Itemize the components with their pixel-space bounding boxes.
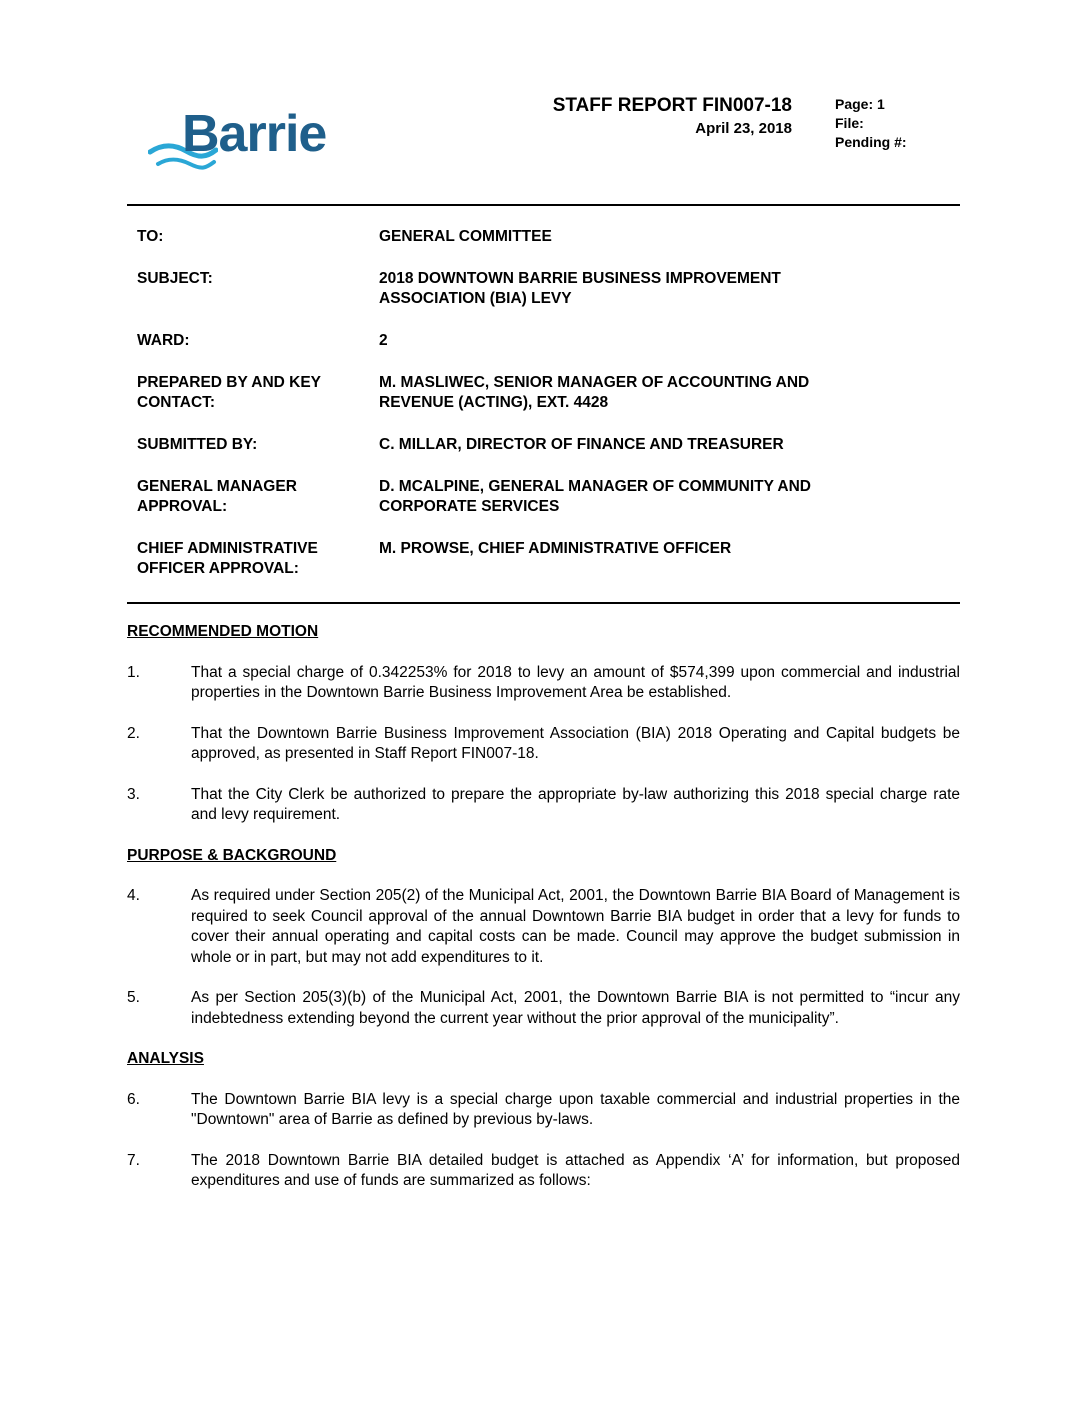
field-label: SUBJECT:	[137, 270, 213, 287]
list-item	[127, 724, 960, 765]
list-item	[127, 663, 960, 704]
report-date: April 23, 2018	[695, 120, 792, 137]
item-number: 5.	[127, 989, 140, 1006]
item-text: The 2018 Downtown Barrie BIA detailed budget is attached as Appendix ‘A’ for information, but proposed expenditures and use of funds are summarized as follows:	[191, 1151, 960, 1189]
field-label: TO:	[137, 228, 164, 245]
field-label: SUBMITTED BY:	[137, 436, 258, 453]
item-number: 1.	[127, 663, 140, 681]
field-subject	[137, 269, 957, 309]
logo-wordmark: Barrie	[182, 105, 327, 163]
list-item	[127, 1090, 960, 1131]
field-ward	[137, 331, 957, 351]
report-body	[127, 622, 960, 1212]
report-title-block	[553, 95, 792, 139]
item-text: That a special charge of 0.342253% for 2018 to levy an amount of $574,399 upon commercial and industrial properties in the Downtown Barrie Business Improvement Area be established.	[191, 663, 960, 701]
meta-page: Page: 1	[835, 96, 885, 112]
field-submitted-by	[137, 435, 957, 455]
field-value: 2	[379, 332, 388, 349]
meta-file: File:	[835, 115, 864, 131]
field-value: C. MILLAR, DIRECTOR OF FINANCE AND TREASURER	[379, 436, 784, 453]
item-text: As required under Section 205(2) of the Municipal Act, 2001, the Downtown Barrie BIA Board of Management is required to seek Council approval of the annual Downtown Barrie BIA budget in order that a levy for funds to cover their annual operating and capital costs can be made. Council may approve the budget submission in whole or in part, but may not add expenditures to it.	[191, 887, 960, 966]
section-heading-recommended-motion: RECOMMENDED MOTION	[127, 623, 319, 640]
field-prepared-by	[137, 373, 957, 413]
field-to	[137, 227, 957, 247]
barrie-logo	[148, 104, 348, 184]
item-number: 7.	[127, 1151, 140, 1169]
field-value: GENERAL COMMITTEE	[379, 228, 552, 245]
field-label: PREPARED BY AND KEY CONTACT:	[137, 374, 321, 411]
field-value: M. MASLIWEC, SENIOR MANAGER OF ACCOUNTING AND REVENUE (ACTING), EXT. 4428	[379, 374, 810, 411]
item-number: 4.	[127, 887, 140, 904]
meta-pending: Pending #:	[835, 134, 907, 150]
field-cao-approval	[137, 539, 957, 579]
bottom-divider	[127, 602, 960, 604]
section-heading-purpose-background: PURPOSE & BACKGROUND	[127, 846, 337, 864]
report-meta	[835, 95, 907, 152]
field-label: CHIEF ADMINISTRATIVE OFFICER APPROVAL:	[137, 540, 318, 577]
item-text: That the Downtown Barrie Business Improvement Association (BIA) 2018 Operating and Capital budgets be approved, as presented in Staff Report FIN007-18.	[191, 724, 960, 762]
item-text: As per Section 205(3)(b) of the Municipal Act, 2001, the Downtown Barrie BIA is not permitted to “incur any indebtedness extending beyond the current year without the prior approval of the municipality”.	[191, 989, 960, 1027]
header-fields	[137, 227, 957, 601]
list-item	[127, 1151, 960, 1192]
field-label: GENERAL MANAGER APPROVAL:	[137, 478, 297, 515]
report-title: STAFF REPORT FIN007-18	[552, 95, 792, 116]
item-number: 6.	[127, 1090, 140, 1108]
list-item	[127, 988, 960, 1029]
top-divider	[127, 204, 960, 206]
item-text: The Downtown Barrie BIA levy is a special charge upon taxable commercial and industrial properties in the "Downtown" area of Barrie as defined by previous by-laws.	[191, 1090, 960, 1128]
item-number: 3.	[127, 785, 140, 803]
section-heading-analysis: ANALYSIS	[127, 1050, 204, 1067]
item-text: That the City Clerk be authorized to prepare the appropriate by-law authorizing this 2018 special charge rate and levy requirement.	[191, 785, 960, 823]
field-value: 2018 DOWNTOWN BARRIE BUSINESS IMPROVEMENT ASSOCIATION (BIA) LEVY	[379, 270, 781, 307]
field-value: D. MCALPINE, GENERAL MANAGER OF COMMUNITY AND CORPORATE SERVICES	[379, 478, 811, 515]
field-value: M. PROWSE, CHIEF ADMINISTRATIVE OFFICER	[379, 540, 732, 557]
list-item	[127, 886, 960, 968]
item-number: 2.	[127, 724, 140, 742]
field-gm-approval	[137, 477, 957, 517]
field-label: WARD:	[137, 332, 190, 349]
list-item	[127, 785, 960, 826]
